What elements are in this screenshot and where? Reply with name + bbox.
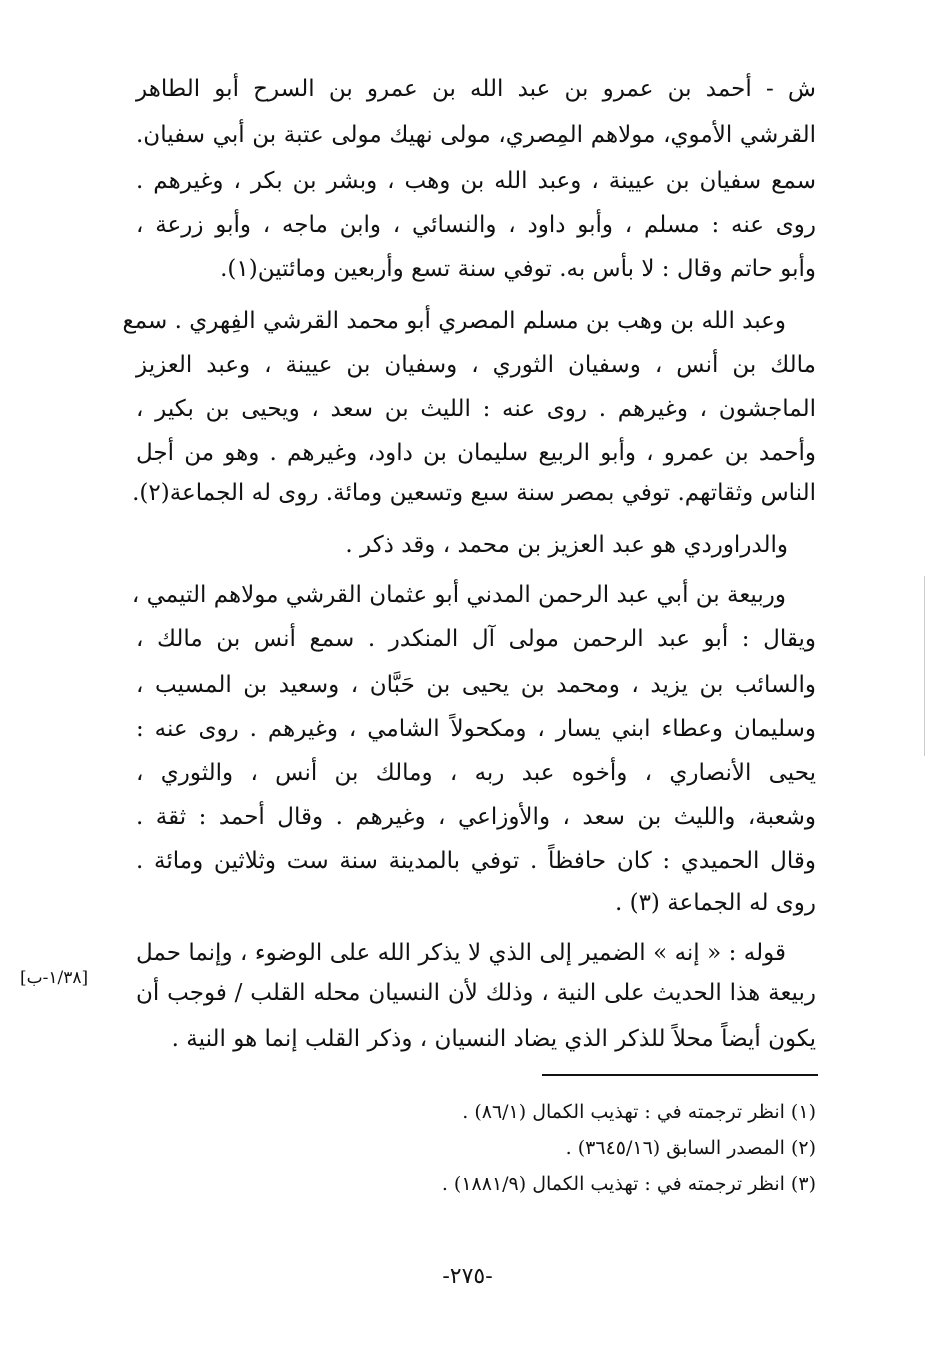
footnote: (٣) انظر ترجمته في : تهذيب الكمال (١٨٨١/٩) . (441, 1173, 816, 1195)
text-line: والسائب بن يزيد ، ومحمد بن يحيى بن حَبَّان ، وسعيد بن المسيب ، (136, 672, 816, 698)
text-line: يكون أيضاً محلاً للذكر الذي يضاد النسيان ، وذكر القلب إنما هو النية . (171, 1026, 816, 1052)
footnote: (٢) المصدر السابق (٣٦٤٥/١٦) . (565, 1137, 816, 1159)
text-line: الناس وثقاتهم. توفي بمصر سنة سبع وتسعين ومائة. روى له الجماعة(٢). (132, 480, 816, 506)
text-line: والدراوردي هو عبد العزيز بن محمد ، وقد ذكر . (345, 532, 788, 558)
text-line: وسليمان وعطاء ابني يسار ، ومكحولاً الشامي ، وغيرهم . روى عنه : (136, 716, 816, 742)
text-line: ش - أحمد بن عمرو بن عبد الله بن عمرو بن السرح أبو الطاهر (136, 76, 816, 102)
text-line: يحيى الأنصاري ، وأخوه عبد ربه ، ومالك بن أنس ، والثوري ، (136, 760, 816, 786)
text-line: روى عنه : مسلم ، وأبو داود ، والنسائي ، وابن ماجه ، وأبو زرعة ، (136, 212, 816, 238)
footnote-divider (542, 1074, 818, 1076)
scan-edge-line (924, 576, 925, 756)
text-line: وربيعة بن أبي عبد الرحمن المدني أبو عثمان القرشي مولاهم التيمي ، (131, 582, 786, 608)
text-line: الماجشون ، وغيرهم . روى عنه : الليث بن سعد ، ويحيى بن بكير ، (136, 396, 816, 422)
text-line: وأحمد بن عمرو ، وأبو الربيع سليمان بن داود، وغيرهم . وهو من أجل (136, 440, 816, 466)
text-line: سمع سفيان بن عيينة ، وعبد الله بن وهب ، وبشر بن بكر ، وغيرهم . (136, 168, 816, 194)
text-line: مالك بن أنس ، وسفيان الثوري ، وسفيان بن عيينة ، وعبد العزيز (136, 352, 816, 378)
margin-reference: [١/٣٨-ب] (20, 968, 89, 988)
text-line: وشعبة، والليث بن سعد ، والأوزاعي ، وغيرهم . وقال أحمد : ثقة . (136, 804, 816, 830)
text-line: القرشي الأموي، مولاهم المِصري، مولى نهيك مولى عتبة بن أبي سفيان. (136, 122, 816, 148)
footnote: (١) انظر ترجمته في : تهذيب الكمال (٨٦/١) . (462, 1101, 816, 1123)
page-number: -٢٧٥- (442, 1264, 493, 1289)
text-line: وعبد الله بن وهب بن مسلم المصري أبو محمد القرشي الفِهري . سمع (122, 308, 786, 334)
text-line: وأبو حاتم وقال : لا بأس به. توفي سنة تسع وأربعين ومائتين(١). (220, 256, 816, 282)
text-line: قوله : « إنه » الضمير إلى الذي لا يذكر الله على الوضوء ، وإنما حمل (136, 940, 786, 966)
text-line: ويقال : أبو عبد الرحمن مولى آل المنكدر . سمع أنس بن مالك ، (136, 626, 816, 652)
text-line: روى له الجماعة (٣) . (614, 890, 816, 916)
text-line: ربيعة هذا الحديث على النية ، وذلك لأن النسيان محله القلب / فوجب أن (136, 980, 816, 1006)
text-line: وقال الحميدي : كان حافظاً . توفي بالمدينة سنة ست وثلاثين ومائة . (136, 848, 816, 874)
